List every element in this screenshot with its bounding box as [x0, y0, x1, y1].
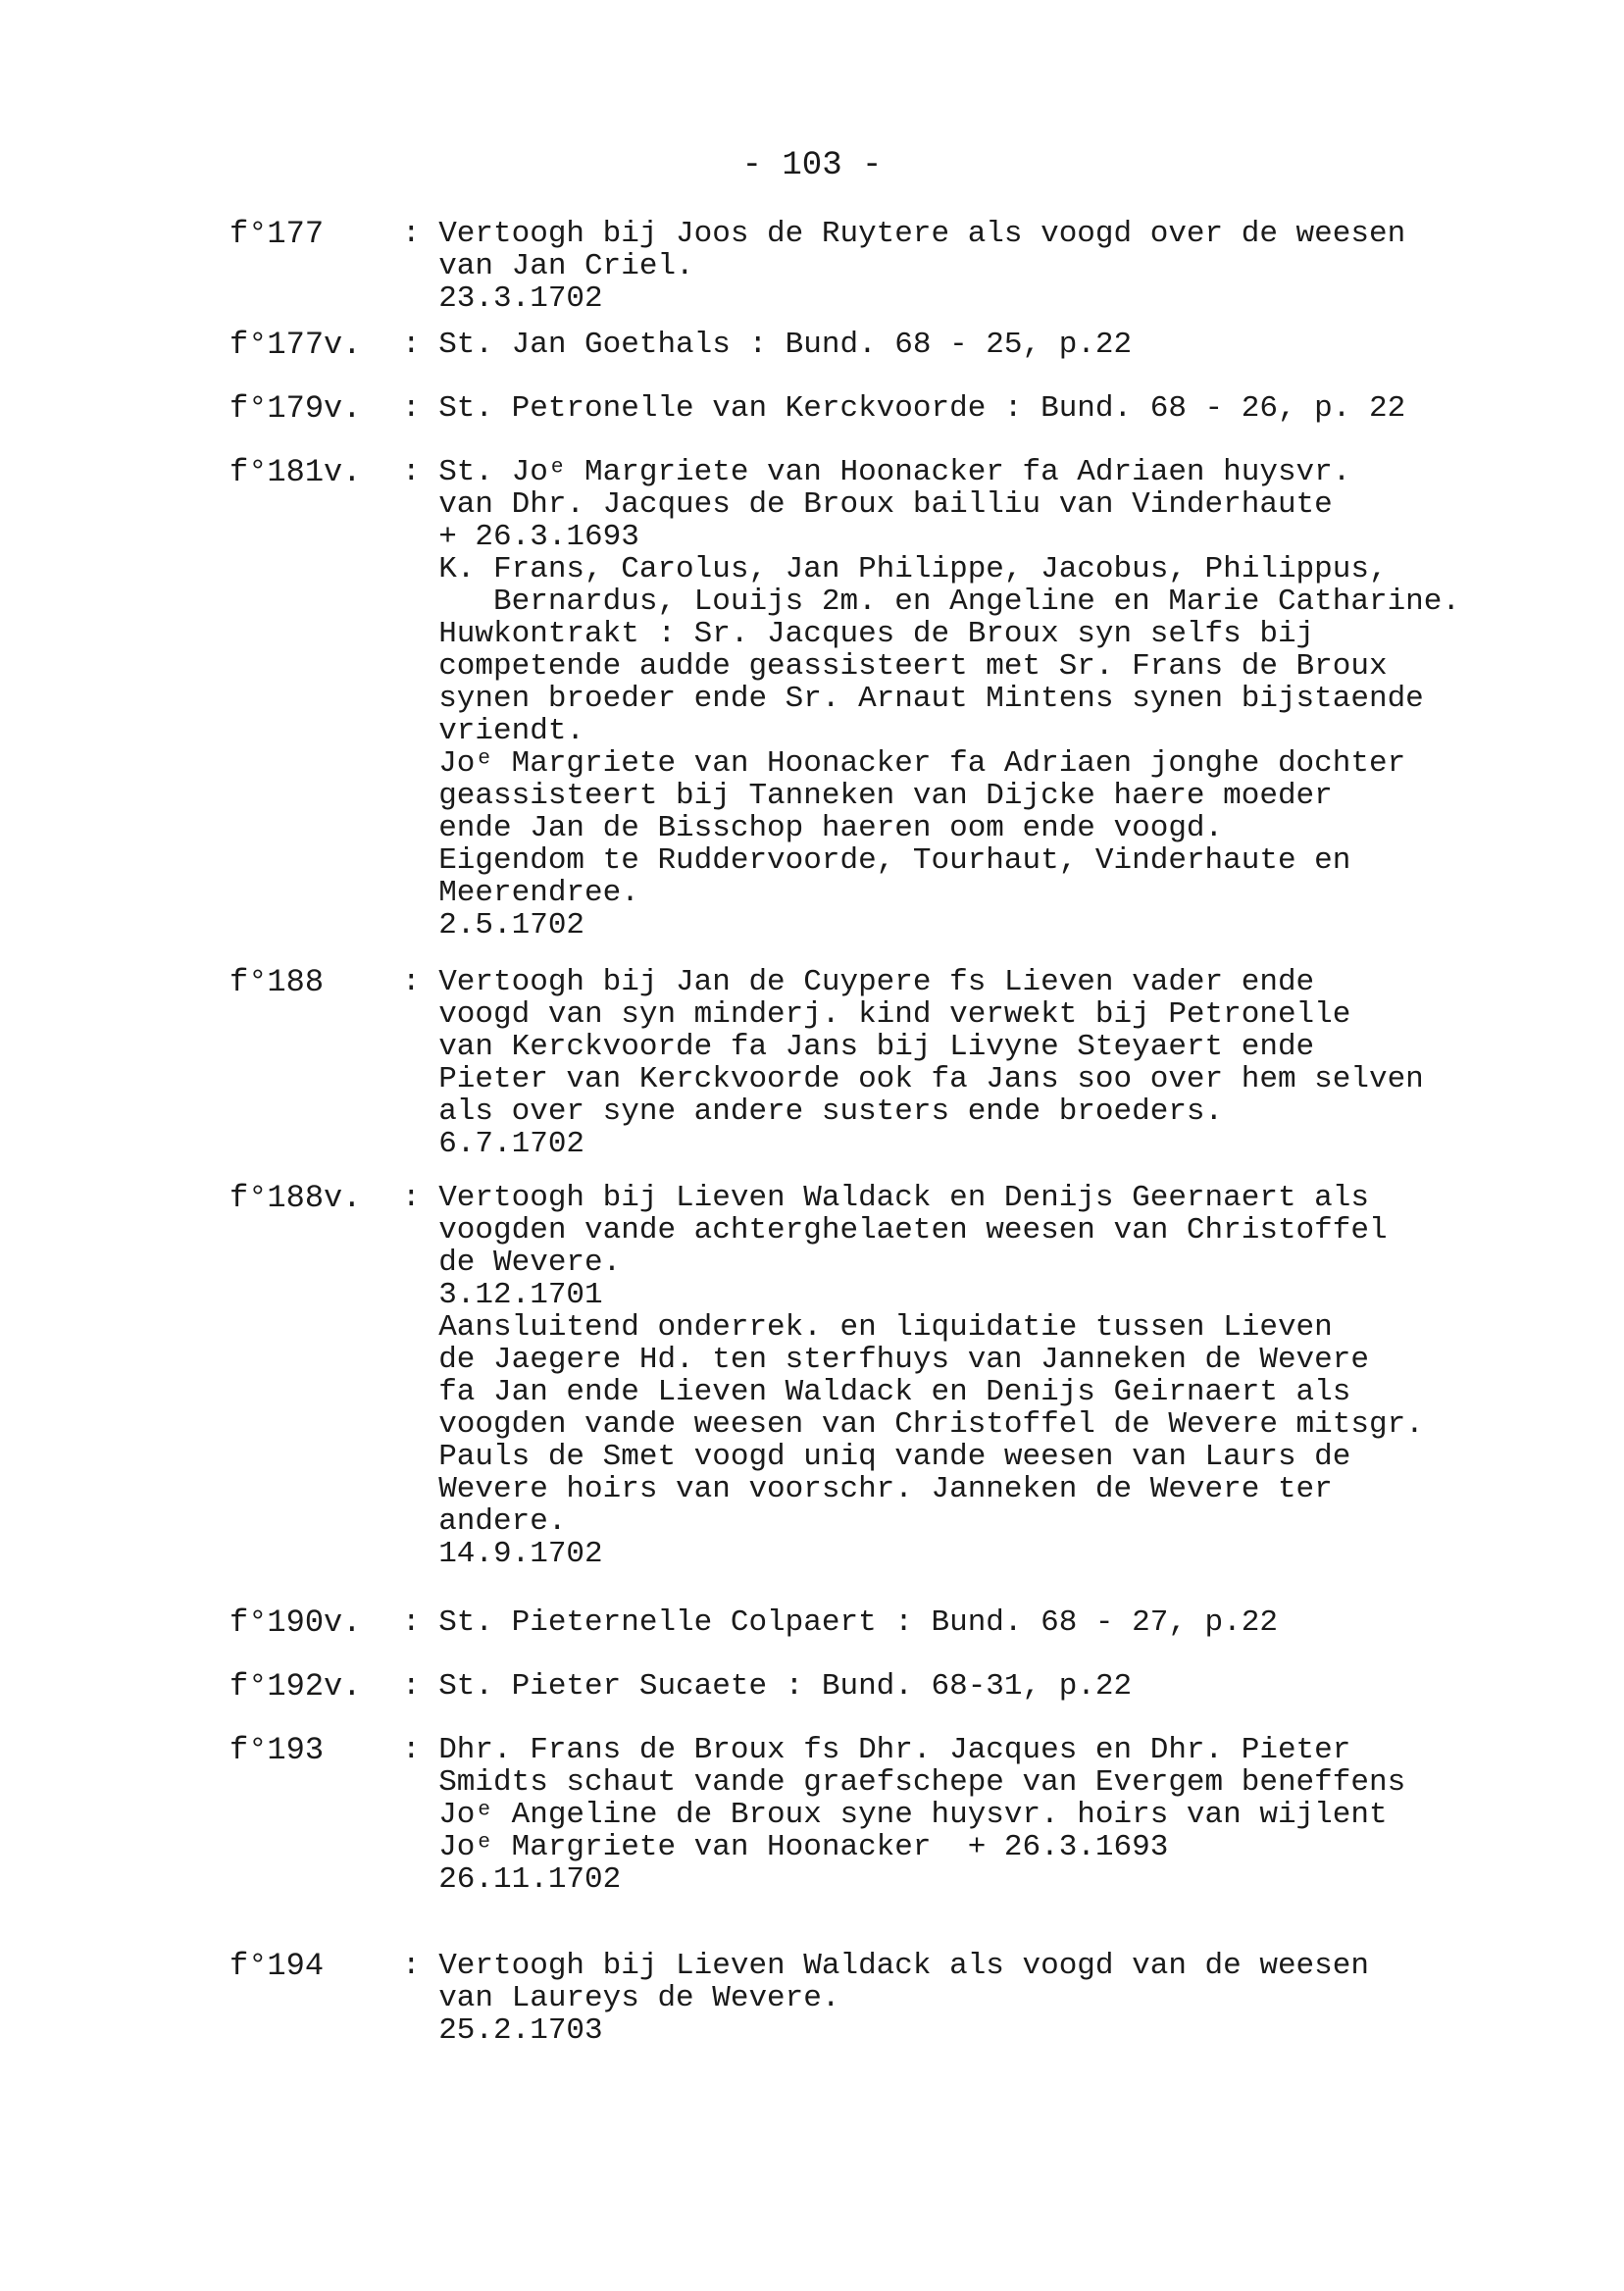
entry-text — [402, 1606, 1530, 1639]
text-line: Joᵉ Angeline de Broux syne huysvr. hoirs van wijlent — [402, 1798, 1388, 1832]
text-line: Joᵉ Margriete van Hoonacker + 26.3.1693 — [402, 1830, 1169, 1864]
text-line: van Dhr. Jacques de Broux bailliu van Vinderhaute — [402, 487, 1333, 522]
text-line: Pauls de Smet voogd uniq vande weesen van Laurs de — [402, 1440, 1351, 1474]
text-line: voogden vande weesen van Christoffel de Wevere mitsgr. — [402, 1407, 1424, 1442]
text-line: van Kerckvoorde fa Jans bij Livyne Steyaert ende — [402, 1030, 1315, 1064]
text-line: andere. — [402, 1504, 567, 1539]
text-line: : Vertoogh bij Lieven Waldack en Denijs Geernaert als — [402, 1181, 1369, 1215]
entry-text — [402, 966, 1530, 1160]
text-line: voogd van syn minderj. kind verwekt bij Petronelle — [402, 997, 1351, 1032]
text-line: + 26.3.1693 — [402, 520, 639, 554]
text-line: 26.11.1702 — [402, 1862, 622, 1897]
text-line: de Wevere. — [402, 1246, 622, 1280]
folio-label: f°194 — [229, 1948, 325, 1984]
text-line: fa Jan ende Lieven Waldack en Denijs Geirnaert als — [402, 1375, 1351, 1409]
entry-text — [402, 1670, 1530, 1703]
text-line: de Jaegere Hd. ten sterfhuys van Janneken de Wevere — [402, 1343, 1369, 1377]
text-line: ende Jan de Bisschop haeren oom ende voogd. — [402, 811, 1224, 845]
folio-label: f°181v. — [229, 454, 362, 490]
folio-label: f°177v. — [229, 327, 362, 363]
text-line: : Vertoogh bij Jan de Cuypere fs Lieven vader ende — [402, 965, 1315, 999]
folio-label: f°179v. — [229, 390, 362, 427]
entry-text — [402, 1182, 1530, 1570]
folio-label: f°193 — [229, 1732, 325, 1768]
text-line: 14.9.1702 — [402, 1537, 603, 1571]
text-line: : Vertoogh bij Lieven Waldack als voogd van de weesen — [402, 1949, 1369, 1983]
text-line: 3.12.1701 — [402, 1278, 603, 1312]
text-line: competende audde geassisteert met Sr. Frans de Broux — [402, 649, 1388, 684]
text-line: Joᵉ Margriete van Hoonacker fa Adriaen jonghe dochter — [402, 746, 1406, 781]
text-line: van Laureys de Wevere. — [402, 1981, 840, 2015]
text-line: Wevere hoirs van voorschr. Janneken de Wevere ter — [402, 1472, 1333, 1506]
text-line: Smidts schaut vande graefschepe van Evergem beneffens — [402, 1765, 1406, 1800]
text-line: Eigendom te Ruddervoorde, Tourhaut, Vinderhaute en — [402, 843, 1351, 878]
folio-label: f°177 — [229, 216, 325, 252]
text-line: Huwkontrakt : Sr. Jacques de Broux syn selfs bij — [402, 617, 1315, 651]
text-line: Pieter van Kerckvoorde ook fa Jans soo over hem selven — [402, 1062, 1424, 1096]
text-line: Bernardus, Louijs 2m. en Angeline en Marie Catharine. — [402, 585, 1460, 619]
text-line: : St. Joᵉ Margriete van Hoonacker fa Adriaen huysvr. — [402, 455, 1351, 489]
entry-text — [402, 456, 1530, 942]
text-line: : Dhr. Frans de Broux fs Dhr. Jacques en Dhr. Pieter — [402, 1733, 1351, 1767]
text-line: vriendt. — [402, 714, 585, 748]
entry-text — [402, 218, 1530, 315]
text-line: K. Frans, Carolus, Jan Philippe, Jacobus, Philippus, — [402, 552, 1388, 586]
folio-label: f°188v. — [229, 1180, 362, 1216]
entry-text — [402, 1734, 1530, 1896]
text-line: Meerendree. — [402, 876, 639, 910]
folio-label: f°192v. — [229, 1668, 362, 1705]
entry-text — [402, 1950, 1530, 2047]
text-line: : Vertoogh bij Joos de Ruytere als voogd over de weesen — [402, 217, 1406, 251]
text-line: : St. Jan Goethals : Bund. 68 - 25, p.22 — [402, 328, 1133, 362]
text-line: geassisteert bij Tanneken van Dijcke haere moeder — [402, 779, 1333, 813]
text-line: : St. Petronelle van Kerckvoorde : Bund. 68 - 26, p. 22 — [402, 391, 1406, 426]
text-line: van Jan Criel. — [402, 249, 694, 283]
entry-text — [402, 392, 1530, 425]
entry-text — [402, 329, 1530, 361]
text-line: 6.7.1702 — [402, 1127, 585, 1161]
text-line: : St. Pieter Sucaete : Bund. 68-31, p.22 — [402, 1669, 1133, 1704]
text-line: voogden vande achterghelaeten weesen van Christoffel — [402, 1213, 1388, 1247]
text-line: 2.5.1702 — [402, 908, 585, 942]
folio-label: f°188 — [229, 964, 325, 1000]
text-line: als over syne andere susters ende broeders. — [402, 1095, 1224, 1129]
text-line: 23.3.1702 — [402, 281, 603, 316]
text-line: 25.2.1703 — [402, 2013, 603, 2048]
folio-label: f°190v. — [229, 1604, 362, 1641]
text-line: : St. Pieternelle Colpaert : Bund. 68 - 27, p.22 — [402, 1605, 1278, 1640]
text-line: synen broeder ende Sr. Arnaut Mintens synen bijstaende — [402, 682, 1424, 716]
page-number: - 103 - — [741, 147, 883, 184]
text-line: Aansluitend onderrek. en liquidatie tussen Lieven — [402, 1310, 1333, 1345]
